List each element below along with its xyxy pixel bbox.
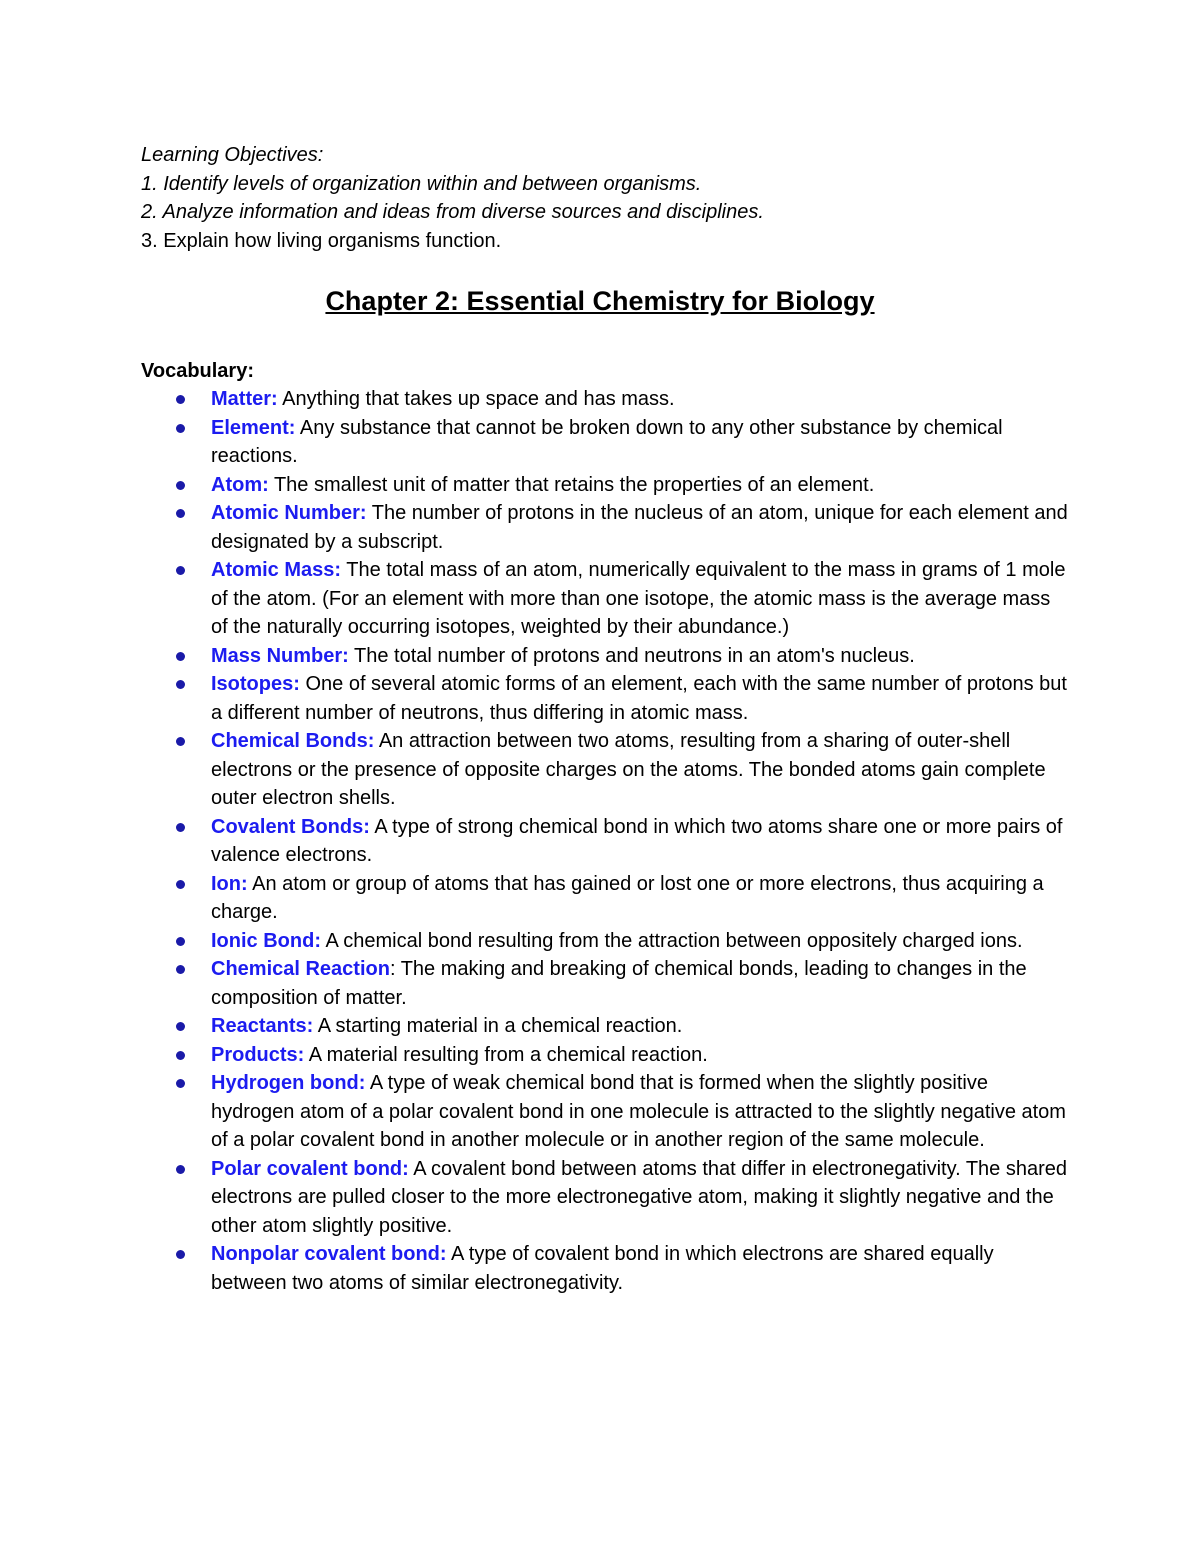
vocabulary-heading: Vocabulary:	[141, 360, 254, 382]
vocab-definition: : The making and breaking of chemical bonds, leading to changes in the composition of matter.	[211, 958, 1027, 1009]
vocab-definition: The smallest unit of matter that retains the properties of an element.	[268, 473, 875, 496]
bullet-icon	[176, 652, 185, 661]
bullet-icon	[176, 937, 185, 946]
vocab-term: Chemical Reaction	[211, 958, 390, 980]
vocab-definition: A material resulting from a chemical reaction.	[304, 1043, 708, 1066]
objectives-heading: Learning Objectives:	[141, 144, 324, 166]
vocab-definition: A type of weak chemical bond that is formed when the slightly positive hydrogen atom of a polar covalent bond in one molecule is attracted to the slightly negative atom of a polar covalent bond in another molecule or in another region of the same molecule.	[211, 1072, 1066, 1151]
vocab-term: Mass Number:	[211, 644, 349, 667]
vocabulary-item	[211, 556, 1071, 642]
vocab-term: Matter:	[211, 388, 278, 410]
bullet-icon	[176, 1250, 185, 1259]
vocab-definition: A type of strong chemical bond in which two atoms share one or more pairs of valence electrons.	[211, 815, 1063, 866]
vocab-definition: A type of covalent bond in which electrons are shared equally between two atoms of similar electronegativity.	[211, 1243, 994, 1294]
bullet-icon	[176, 424, 185, 433]
vocabulary-item	[211, 1012, 1071, 1041]
objective-item: 3. Explain how living organisms function.	[141, 229, 502, 252]
chapter-title: Chapter 2: Essential Chemistry for Biology	[325, 286, 875, 316]
vocab-definition: Anything that takes up space and has mass.	[277, 388, 675, 410]
bullet-icon	[176, 395, 185, 404]
bullet-icon	[176, 965, 185, 974]
vocab-definition: The number of protons in the nucleus of an atom, unique for each element and designated by a subscript.	[211, 502, 1068, 553]
vocab-definition: The total number of protons and neutrons in an atom's nucleus.	[348, 644, 915, 667]
vocabulary-item	[211, 642, 1071, 671]
vocabulary-list	[211, 385, 1071, 1297]
bullet-icon	[176, 680, 185, 689]
bullet-icon	[176, 737, 185, 746]
bullet-icon	[176, 1079, 185, 1088]
vocabulary-item	[211, 1240, 1071, 1297]
vocab-term: Polar covalent bond:	[211, 1157, 409, 1180]
vocabulary-item	[211, 927, 1071, 956]
vocabulary-item	[211, 670, 1071, 727]
bullet-icon	[176, 566, 185, 575]
vocabulary-item	[211, 870, 1071, 927]
bullet-icon	[176, 1051, 185, 1060]
vocab-term: Reactants:	[211, 1015, 314, 1037]
vocab-term: Atomic Mass:	[211, 559, 342, 581]
vocabulary-item	[211, 1041, 1071, 1070]
bullet-icon	[176, 481, 185, 490]
vocab-term: Atom:	[211, 473, 269, 496]
vocab-term: Atomic Number:	[211, 502, 367, 524]
vocab-term: Chemical Bonds:	[211, 730, 375, 752]
bullet-icon	[176, 1022, 185, 1031]
vocab-definition: Any substance that cannot be broken down to any other substance by chemical reactions.	[211, 416, 1003, 467]
bullet-icon	[176, 509, 185, 518]
vocab-definition: An attraction between two atoms, resulting from a sharing of outer-shell electrons or the presence of opposite charges on the atoms. The bonded atoms gain complete outer electron shells.	[211, 730, 1046, 809]
bullet-icon	[176, 823, 185, 832]
vocab-definition: An atom or group of atoms that has gained or lost one or more electrons, thus acquiring a charge.	[211, 872, 1044, 923]
vocab-definition: One of several atomic forms of an element, each with the same number of protons but a different number of neutrons, thus differing in atomic mass.	[211, 673, 1067, 724]
vocab-term: Hydrogen bond:	[211, 1072, 366, 1094]
bullet-icon	[176, 880, 185, 889]
vocabulary-item	[211, 813, 1071, 870]
vocabulary-item	[211, 499, 1071, 556]
vocab-definition: A covalent bond between atoms that differ in electronegativity. The shared electrons are pulled closer to the more electronegative atom, making it slightly negative and the other atom slightly positive.	[211, 1157, 1068, 1237]
vocab-term: Ionic Bond:	[211, 929, 321, 952]
objective-item: 2. Analyze information and ideas from diverse sources and disciplines.	[141, 201, 764, 223]
vocab-term: Isotopes:	[211, 673, 300, 695]
vocab-term: Covalent Bonds:	[211, 815, 370, 838]
vocabulary-item	[211, 471, 1071, 500]
vocab-term: Element:	[211, 416, 296, 439]
bullet-icon	[176, 1165, 185, 1174]
vocab-definition: The total mass of an atom, numerically equivalent to the mass in grams of 1 mole of the atom. (For an element with more than one isotope, the atomic mass is the average mass of the naturally occurring isotopes, weighted by their abundance.)	[211, 559, 1066, 638]
vocab-term: Ion:	[211, 872, 248, 895]
vocabulary-item	[211, 1155, 1071, 1241]
vocabulary-item	[211, 1069, 1071, 1155]
vocab-term: Nonpolar covalent bond:	[211, 1243, 447, 1265]
vocab-term: Products:	[211, 1043, 305, 1066]
objective-item: 1. Identify levels of organization within and between organisms.	[141, 172, 702, 195]
vocab-definition: A starting material in a chemical reaction.	[313, 1015, 683, 1037]
vocabulary-item	[211, 414, 1071, 471]
vocab-definition: A chemical bond resulting from the attraction between oppositely charged ions.	[320, 929, 1023, 952]
vocabulary-item	[211, 727, 1071, 813]
vocabulary-item	[211, 385, 1071, 414]
vocabulary-item	[211, 955, 1071, 1012]
learning-objectives	[141, 141, 1101, 255]
